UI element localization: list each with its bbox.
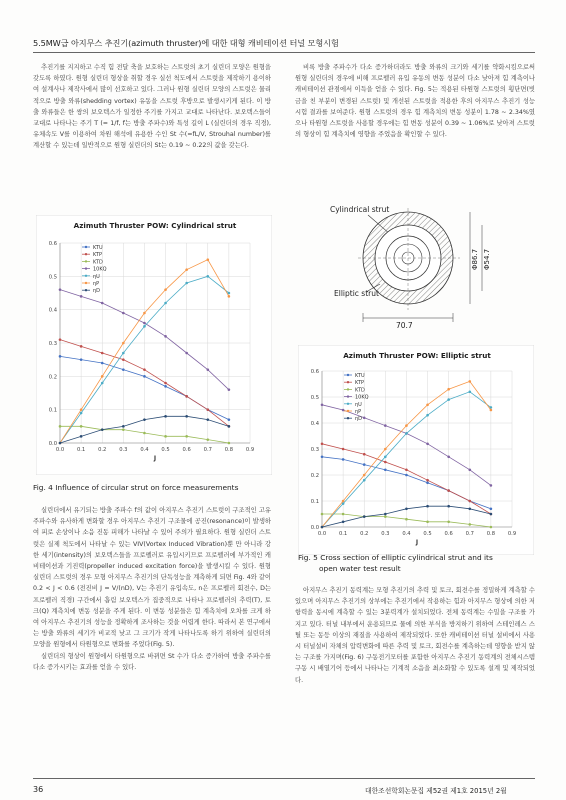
y-tick-label: 0.2	[310, 473, 319, 479]
data-point	[122, 312, 125, 315]
data-point	[228, 418, 231, 421]
left-column-bottom	[33, 505, 271, 673]
data-point	[59, 425, 62, 428]
legend-marker	[347, 410, 349, 412]
data-point	[468, 500, 471, 503]
legend-marker	[347, 381, 349, 383]
legend-marker	[85, 253, 87, 255]
left-column-top	[33, 62, 271, 152]
legend-marker	[85, 246, 87, 248]
fig5-chart	[298, 345, 534, 555]
legend-entry: KTP	[355, 380, 364, 387]
data-point	[321, 443, 324, 446]
data-point	[426, 414, 429, 417]
data-point	[185, 395, 188, 398]
data-point	[384, 448, 387, 451]
header-rule	[33, 52, 535, 53]
chart-title: Azimuth Thruster POW: Elliptic strut	[343, 351, 491, 360]
data-point	[363, 417, 366, 420]
paragraph: 실린더에서 유기되는 방출 주파수 f의 값이 아지무스 추진기 스트럿이 구조적인 고유 주파수와 유사하게 변화할 경우 아지무스 추진기 구조물에 공진(resonance)이 발생하여 피로 손상이나 소음 진동 피해가 나타날 수 있어 주의가 필요하다. 원형 실린더 스트럿은 실제 척도에서 나타날 수 있는 VIV(Vortex Induced Vibration)뿐 만 아니라 강한 세기(intensity)의 보오텍스들을 프로펠러로 유입시키므로 프로펠러에 부가적인 캐비테이션과 기진력(propeller induced excitation force)을 발생시킬 수 있다. 원형 실린더 스트럿의 경우 모형 아지무스 추진기의 단독성능을 계측하게 되면 Fig. 4와 같이 0.2 < J < 0.6 (전진비 J = V/(nD), V는 추진기 유입속도, n은 프로펠러 회전수, D는 프로펠러 직경) 구간에서 흡림 보오텍스가 집중적으로 나타나 프로펠러의 추력(T), 토크(Q) 계측치에 변동 성분을 주게 된다. 이 변동 성분들은 힘 계측치에 오차를 크게 하여 아지무스 추진기의 성능을 정확하게 조사하는 것을 어렵게 한다. 따라서 본 연구에서는 방출 와류의 세기가 비교적 낮고 그 크기가 작게 나타나도록 하기 위하여 실린더의 모양을 원형에서 타원형으로 변화를 주었다(Fig. 5).	[33, 507, 271, 649]
chart-title: Azimuth Thruster POW: Cylindrical strut	[73, 221, 237, 230]
legend-entry: KTU	[355, 373, 365, 379]
data-point	[80, 425, 83, 428]
x-axis-label: J	[415, 539, 419, 546]
legend-entry: ηD	[93, 288, 101, 295]
y-tick-label: 0.6	[310, 369, 319, 375]
y-tick-label: 0.6	[48, 241, 57, 247]
data-point	[59, 338, 62, 341]
legend-entry: ηD	[355, 416, 363, 423]
data-point	[206, 258, 209, 261]
data-point	[59, 442, 62, 445]
data-point	[426, 404, 429, 407]
x-tick-label: 0.9	[245, 447, 255, 453]
data-point	[206, 408, 209, 411]
legend-marker	[85, 289, 87, 291]
data-point	[384, 513, 387, 516]
data-point	[447, 388, 450, 391]
x-tick-label: 0.0	[55, 447, 65, 453]
data-point	[342, 513, 345, 516]
x-tick-label: 0.2	[360, 531, 369, 537]
fig5-caption	[298, 553, 493, 574]
data-point	[321, 456, 324, 459]
legend-entry: ηU	[355, 401, 362, 408]
fig4-chart	[36, 215, 272, 475]
x-tick-label: 0.6	[444, 531, 453, 537]
data-point	[80, 408, 83, 411]
data-point	[228, 425, 231, 428]
data-point	[363, 453, 366, 456]
data-point	[101, 302, 104, 305]
data-point	[185, 268, 188, 271]
legend-marker	[347, 388, 349, 390]
y-tick-label: 0.3	[48, 341, 57, 347]
x-tick-label: 0.4	[402, 531, 411, 537]
data-point	[206, 275, 209, 278]
x-axis-label: J	[153, 455, 157, 462]
data-point	[405, 518, 408, 521]
y-tick-label: 0.4	[310, 421, 319, 427]
data-point	[164, 435, 167, 438]
data-point	[426, 479, 429, 482]
data-point	[384, 424, 387, 427]
data-point	[185, 282, 188, 285]
data-point	[490, 526, 493, 529]
data-point	[405, 474, 408, 477]
data-point	[122, 368, 125, 371]
y-tick-label: 0.5	[48, 274, 57, 281]
paragraph: 아지무스 추진기 동력계는 모형 추진기의 추력 및 토크, 회전수를 정밀하게 계측할 수 있으며 아지무스 추진기의 상부에는 추진기에서 작용하는 힘과 아지무스 형상에 의한 저항력을 동시에 계측할 수 있는 3분력계가 설치되었다. 전체 동력계는 수밀을 구조를 가지고 있다. 터널 내부에서 운용되므로 물에 의한 부식을 방지하기 위하여 스테인레스 스틸 또는 동등 이상의 재질을 사용하여 제작되었다. 또한 캐비테이션 터널 설비에서 사용 시 터널설비 자체의 압력변화에 따른 추력 및 토크, 회전수를 계측하는데 영향을 받지 않는 구조를 가지며(Fig. 6) 구동전기모터를 포함한 아지무스 추진기 동력계의 전체시스템 구동 시 배열기어 등에서 나타나는 기계적 소음을 최소화할 수 있도록 설계 및 제작되었다.	[295, 587, 535, 684]
data-point	[468, 469, 471, 472]
data-point	[101, 352, 104, 355]
data-point	[228, 388, 231, 391]
elliptic-strut-label: Elliptic strut	[334, 289, 379, 298]
data-point	[122, 352, 125, 355]
legend-entry: 10KQ	[355, 394, 369, 401]
data-point	[468, 508, 471, 511]
right-column-bottom	[295, 585, 535, 686]
data-point	[447, 505, 450, 508]
data-point	[342, 521, 345, 524]
x-tick-label: 0.3	[381, 531, 390, 537]
fig5-caption-line1: Fig. 5 Cross section of elliptic cylindrical strut and its	[298, 553, 493, 562]
legend-entry: KTD	[355, 387, 365, 394]
fig5-caption-line2: open water test result	[319, 563, 401, 573]
data-point	[426, 505, 429, 508]
data-point	[342, 458, 345, 461]
legend-entry: ηU	[93, 273, 100, 280]
data-point	[101, 428, 104, 431]
data-point	[143, 312, 146, 315]
data-point	[80, 345, 83, 348]
paragraph: 추진기를 지지하고 수직 힘 전달 축을 보호하는 스트럿의 초기 실린더 모양은 원형을 갖도록 하였다. 원형 실린더 형상을 취할 경우 실선 척도에서 스트럿을 제작하기 용이하여 설계사나 제작사에서 많이 선호하고 있다. 그러나 원형 실린더 모양의 스트럿은 물리적으로 방출 와류(shedding vortex) 유동을 스트럿 후방으로 발생시키게 된다. 이 방출 와류들은 한 쌍의 보오텍스가 일정한 주기를 가지고 교대로 나타난다. 보오텍스들이 교대로 나타나는 주기 T (= 1/f, f는 방출 주파수)와 특성 길이 L (실린더의 경우 직경), 유체속도 V를 이용하여 차원 해석에 유용한 수인 St 수(=fL/V, Strouhal number)를 계산할 수 있는데 일반적으로 원형 실린더의 St는 0.19 ~ 0.22의 값을 갖는다.	[33, 64, 271, 150]
data-point	[447, 456, 450, 459]
data-point	[447, 489, 450, 492]
legend-marker	[347, 374, 349, 376]
data-point	[384, 456, 387, 459]
data-point	[185, 435, 188, 438]
data-point	[59, 288, 62, 291]
y-tick-label: 0.0	[310, 525, 319, 531]
data-point	[342, 448, 345, 451]
legend-marker	[347, 417, 349, 419]
x-tick-label: 0.6	[182, 447, 191, 453]
x-tick-label: 0.9	[507, 531, 517, 537]
data-point	[321, 513, 324, 516]
x-tick-label: 0.8	[486, 531, 496, 537]
data-point	[321, 526, 324, 529]
x-tick-label: 0.8	[224, 447, 234, 453]
data-point	[164, 288, 167, 291]
data-point	[426, 482, 429, 485]
data-point	[468, 391, 471, 394]
legend-entry: ηP	[93, 281, 100, 287]
data-point	[405, 432, 408, 435]
legend-entry: ηP	[355, 409, 362, 415]
data-point	[228, 292, 231, 295]
data-point	[185, 415, 188, 418]
data-point	[80, 412, 83, 415]
y-tick-label: 0.2	[48, 374, 57, 381]
legend-marker	[85, 282, 87, 284]
x-tick-label: 0.7	[465, 531, 474, 537]
legend-marker	[347, 395, 349, 397]
data-point	[143, 325, 146, 328]
x-tick-label: 0.5	[161, 447, 170, 453]
data-point	[80, 295, 83, 298]
outer-diameter-dimension: Φ86.7	[471, 248, 479, 270]
legend-entry: KTD	[93, 259, 103, 266]
y-tick-label: 0.0	[48, 441, 57, 447]
data-point	[143, 322, 146, 325]
data-point	[468, 523, 471, 526]
data-point	[59, 355, 62, 358]
data-point	[363, 515, 366, 518]
right-column-top	[295, 62, 535, 140]
legend-entry: 10KQ	[93, 266, 107, 273]
legend-entry: KTU	[93, 245, 103, 251]
data-point	[405, 508, 408, 511]
paragraph: 비록 방출 주파수가 다소 증가하더라도 방출 와류의 크기와 세기를 약화시킴으로써 원형 실린더의 경우에 비해 프로펠러 유입 유동의 변동 성분이 다소 낮아져 힘 계측이나 캐비테이션 관점에서 이득을 얻을 수 있다. Fig. 5는 적용된 타원형 스트럿의 횡단면(빗금을 친 부분이 변경된 스트럿) 및 개선된 스트럿을 적용한 후의 아지무스 추진기 성능 시험 결과를 보여준다. 원형 스트럿의 경우 힘 계측치의 변동 성분이 1.78 ~ 2.34%였으나 타원형 스트럿을 사용할 경우에는 힘 변동 성분이 0.39 ~ 1.06%로 낮아져 스트럿의 형상이 힘 계측치에 영향을 주었음을 확인할 수 있다.	[295, 64, 535, 139]
y-tick-label: 0.1	[310, 499, 319, 505]
data-point	[447, 398, 450, 401]
data-point	[185, 352, 188, 355]
legend-marker	[347, 403, 349, 405]
data-point	[164, 385, 167, 388]
paragraph: 실린더의 형상이 원형에서 타원형으로 바뀌면 St 수가 다소 증가하여 방출 주파수를 다소 증가시키는 효과를 얻을 수 있다.	[33, 652, 271, 671]
data-point	[122, 342, 125, 345]
data-point	[143, 432, 146, 435]
x-tick-label: 0.2	[98, 447, 107, 453]
inner-diameter-dimension: Φ54.7	[483, 248, 491, 270]
data-point	[122, 425, 125, 428]
legend-marker	[85, 260, 87, 262]
y-tick-label: 0.3	[310, 447, 319, 453]
x-tick-label: 0.0	[317, 531, 327, 537]
data-point	[164, 302, 167, 305]
data-point	[490, 508, 493, 511]
data-point	[206, 368, 209, 371]
fig4-caption: Fig. 4 Influence of circular strut on force measurements	[33, 483, 239, 492]
data-point	[164, 382, 167, 385]
data-point	[206, 418, 209, 421]
data-point	[228, 295, 231, 298]
x-tick-label: 0.4	[140, 447, 149, 453]
data-point	[122, 358, 125, 361]
data-point	[447, 521, 450, 524]
cylindrical-strut-label: Cylindrical strut	[330, 205, 390, 214]
data-point	[426, 443, 429, 446]
data-point	[363, 463, 366, 466]
width-dimension: 70.7	[396, 321, 413, 330]
data-point	[80, 435, 83, 438]
y-tick-label: 0.5	[310, 395, 319, 401]
data-point	[164, 335, 167, 338]
journal-citation: 대한조선학회논문집 제52권 제1호 2015년 2월	[365, 787, 507, 795]
data-point	[363, 479, 366, 482]
data-point	[101, 375, 104, 378]
data-point	[490, 484, 493, 487]
data-point	[490, 409, 493, 412]
data-point	[405, 469, 408, 472]
data-point	[384, 469, 387, 472]
data-point	[342, 500, 345, 503]
footer-rule	[33, 778, 535, 779]
x-tick-label: 0.5	[423, 531, 432, 537]
legend-entry: KTP	[93, 252, 102, 259]
page-number: 36	[33, 785, 44, 794]
data-point	[490, 513, 493, 516]
data-point	[164, 415, 167, 418]
data-point	[80, 358, 83, 361]
legend-marker	[85, 275, 87, 277]
x-tick-label: 0.7	[203, 447, 212, 453]
data-point	[143, 375, 146, 378]
data-point	[143, 418, 146, 421]
data-point	[122, 428, 125, 431]
data-point	[468, 380, 471, 383]
legend-marker	[85, 267, 87, 269]
data-point	[206, 438, 209, 441]
y-tick-label: 0.4	[48, 307, 57, 314]
x-tick-label: 0.3	[119, 447, 128, 453]
data-point	[363, 474, 366, 477]
data-point	[426, 521, 429, 524]
data-point	[101, 382, 104, 385]
data-point	[143, 368, 146, 371]
y-tick-label: 0.1	[48, 407, 57, 414]
x-tick-label: 0.1	[76, 447, 86, 453]
running-header: 5.5MW급 아지무스 추진기(azimuth thruster)에 대한 대형 캐비테이션 터널 모형시험	[33, 38, 339, 48]
x-tick-label: 0.1	[338, 531, 348, 537]
data-point	[228, 442, 231, 445]
data-point	[384, 515, 387, 518]
data-point	[384, 461, 387, 464]
data-point	[101, 362, 104, 365]
strut-cross-section	[320, 200, 500, 330]
data-point	[405, 424, 408, 427]
data-point	[321, 404, 324, 407]
